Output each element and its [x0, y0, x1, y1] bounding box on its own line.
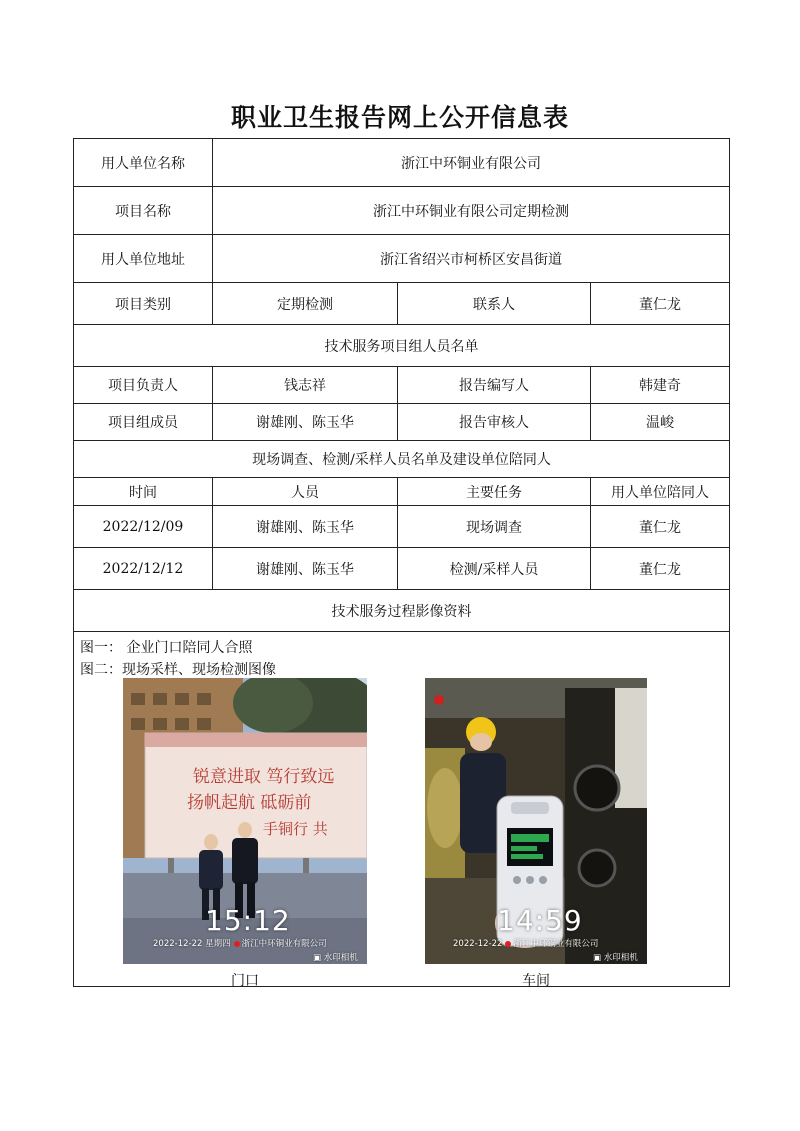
address-label: 用人单位地址	[74, 235, 213, 283]
column-header: 人员	[213, 478, 398, 506]
writer-value: 韩建奇	[591, 367, 730, 404]
reviewer-value: 温峻	[591, 404, 730, 441]
table-row	[74, 506, 730, 548]
category-value: 定期检测	[213, 283, 398, 325]
team-heading: 技术服务项目组人员名单	[74, 325, 730, 367]
writer-label: 报告编写人	[398, 367, 591, 404]
sign-line-1: 锐意进取 笃行致远	[193, 767, 335, 787]
leader-label: 项目负责人	[74, 367, 213, 404]
photo-date: 2022-12-22 星期四	[153, 939, 231, 949]
sign-line-2: 扬帆起航 砥砺前	[187, 793, 312, 813]
watermark-camera-label	[313, 951, 358, 963]
table-cell: 2022/12/12	[74, 548, 213, 590]
column-header: 用人单位陪同人	[591, 478, 730, 506]
camera-icon: ▣	[313, 953, 324, 963]
project-label: 项目名称	[74, 187, 213, 235]
table-cell: 2022/12/09	[74, 506, 213, 548]
entrance-photo	[123, 678, 367, 964]
sign-line-3: 手铜行 共	[263, 820, 328, 838]
column-header: 时间	[74, 478, 213, 506]
table-cell: 董仁龙	[591, 548, 730, 590]
workshop-photo	[425, 678, 647, 964]
photo-label-entrance: 门口	[231, 973, 259, 989]
leader-value: 钱志祥	[213, 367, 398, 404]
photo-company: 浙江中环铜业有限公司	[241, 939, 327, 949]
photo-time-stamp: 15:12	[205, 904, 291, 937]
employer-value: 浙江中环铜业有限公司	[213, 139, 730, 187]
photo-time-stamp: 14:59	[497, 904, 583, 937]
employer-label: 用人单位名称	[74, 139, 213, 187]
members-value: 谢雄刚、陈玉华	[213, 404, 398, 441]
watermark-camera-label	[593, 951, 638, 963]
survey-heading: 现场调查、检测/采样人员名单及建设单位陪同人	[74, 441, 730, 478]
table-cell: 检测/采样人员	[398, 548, 591, 590]
table-row	[74, 548, 730, 590]
photo-date-stamp	[453, 937, 598, 949]
contact-value: 董仁龙	[591, 283, 730, 325]
location-pin-icon	[234, 941, 240, 947]
table-cell: 董仁龙	[591, 506, 730, 548]
images-cell	[74, 632, 730, 987]
project-value: 浙江中环铜业有限公司定期检测	[213, 187, 730, 235]
photo-label-workshop: 车间	[522, 973, 550, 989]
camera-name: 水印相机	[323, 953, 358, 963]
camera-icon: ▣	[593, 953, 604, 963]
reviewer-label: 报告审核人	[398, 404, 591, 441]
address-value: 浙江省绍兴市柯桥区安昌街道	[213, 235, 730, 283]
category-label: 项目类别	[74, 283, 213, 325]
photo-date: 2022-12-22	[453, 939, 503, 949]
members-label: 项目组成员	[74, 404, 213, 441]
table-cell: 现场调查	[398, 506, 591, 548]
location-pin-icon	[505, 941, 511, 947]
camera-name: 水印相机	[603, 953, 638, 963]
table-cell: 谢雄刚、陈玉华	[213, 548, 398, 590]
images-heading: 技术服务过程影像资料	[74, 590, 730, 632]
photo-company: 浙江中环铜业有限公司	[513, 939, 599, 949]
contact-label: 联系人	[398, 283, 591, 325]
caption-figure-1: 图一： 企业门口陪同人合照	[80, 640, 253, 656]
table-cell: 谢雄刚、陈玉华	[213, 506, 398, 548]
caption-figure-2: 图二：现场采样、现场检测图像	[80, 662, 276, 678]
column-header: 主要任务	[398, 478, 591, 506]
page-title: 职业卫生报告网上公开信息表	[230, 103, 569, 132]
photo-date-stamp	[153, 937, 327, 949]
info-table	[73, 138, 730, 987]
